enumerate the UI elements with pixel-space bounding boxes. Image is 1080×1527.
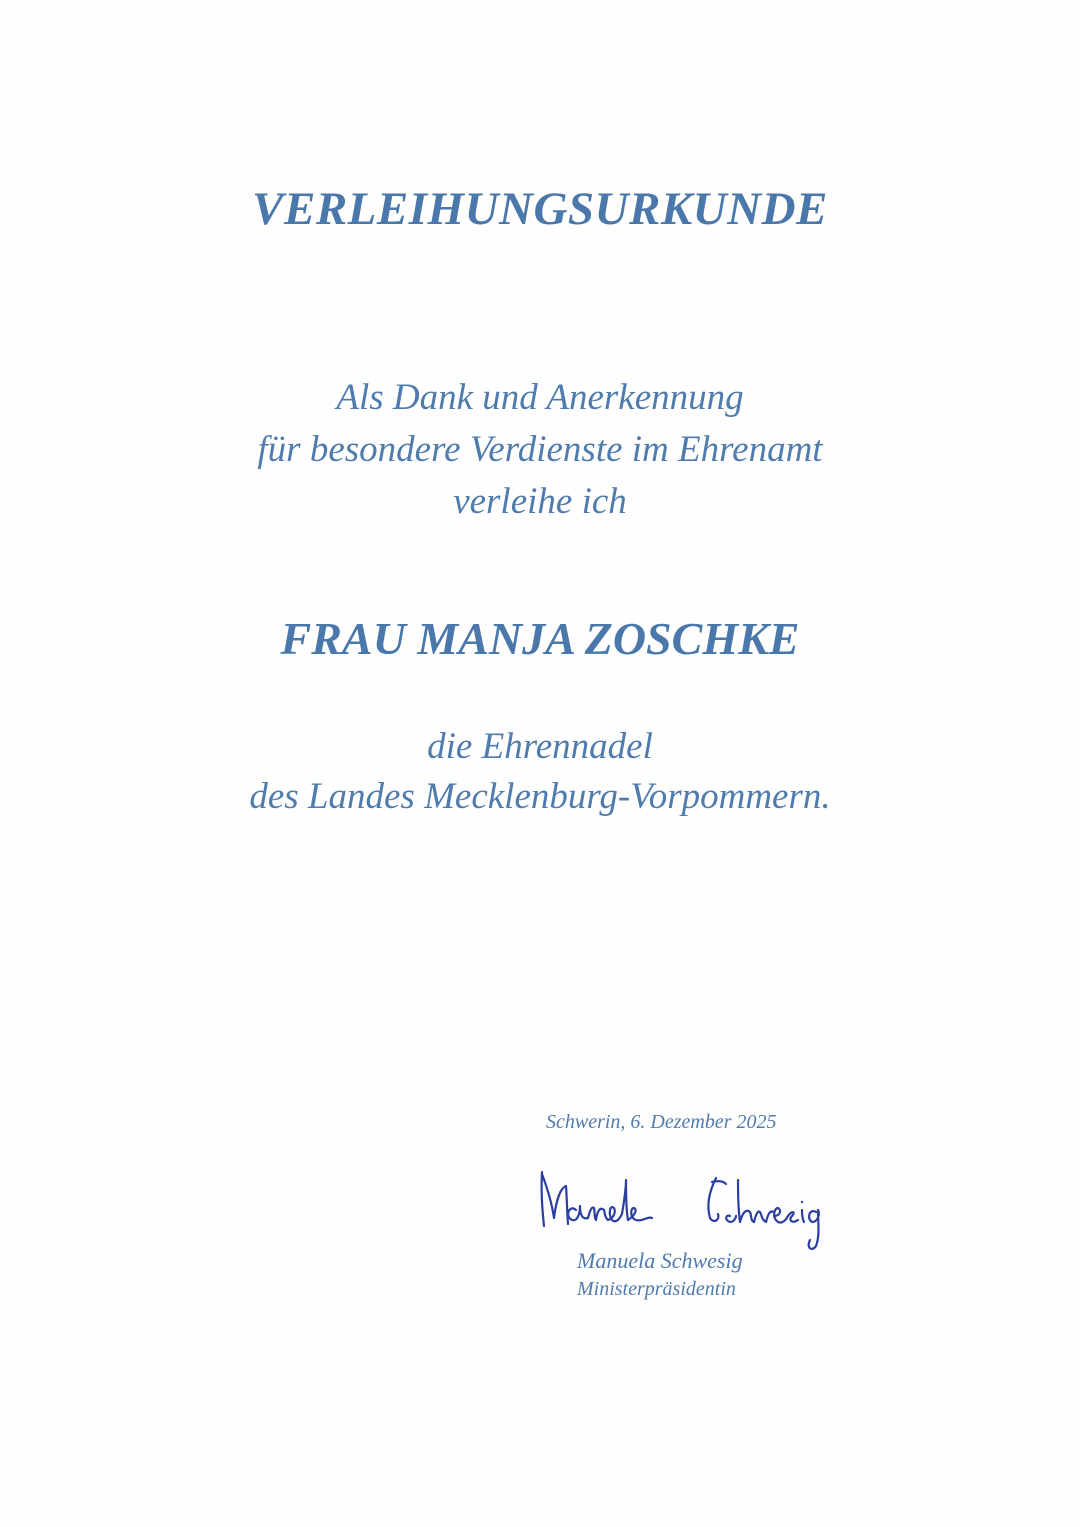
signer-name: Manuela Schwesig (577, 1248, 743, 1273)
intro-line: für besondere Verdienste im Ehrenamt (257, 429, 823, 470)
handwritten-signature (530, 1160, 830, 1255)
place-date: Schwerin, 6. Dezember 2025 (546, 1111, 777, 1133)
signer-role: Ministerpräsidentin (577, 1278, 736, 1300)
certificate-title: VERLEIHUNGSURKUNDE (252, 183, 828, 235)
intro-line: verleihe ich (453, 481, 627, 522)
award-text (0, 722, 1080, 822)
award-line: die Ehrennadel (427, 726, 653, 767)
intro-line: Als Dank und Anerkennung (336, 377, 744, 418)
award-line: des Landes Mecklenburg-Vorpommern. (249, 776, 831, 817)
intro-text (0, 372, 1080, 528)
recipient-name: FRAU MANJA ZOSCHKE (280, 613, 800, 664)
